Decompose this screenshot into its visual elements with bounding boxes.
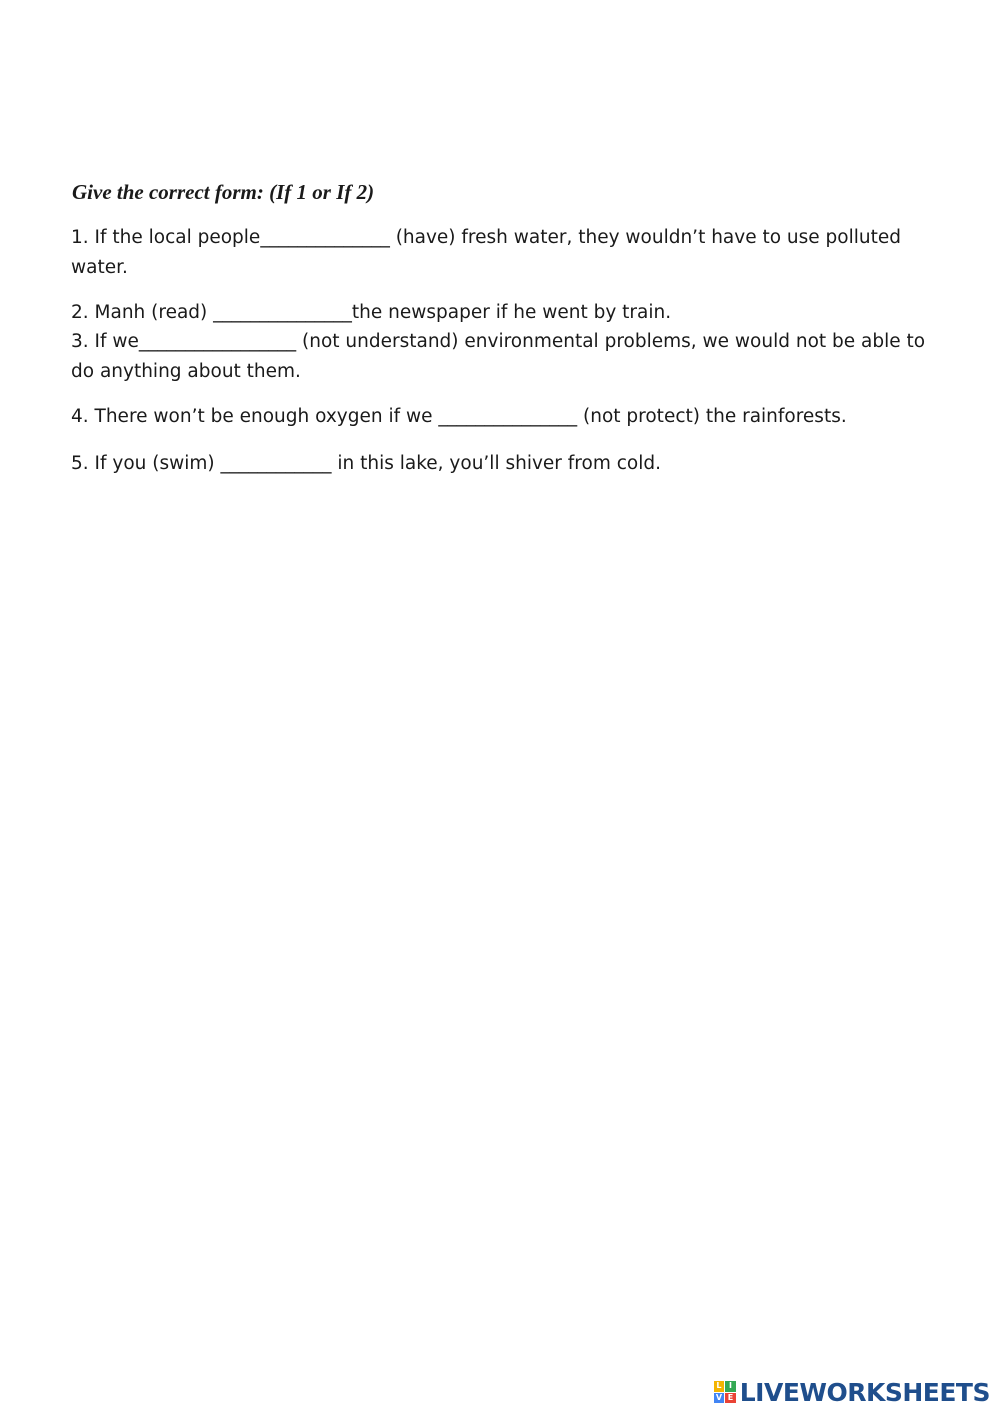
logo-mark-letter-l: L (714, 1381, 725, 1392)
liveworksheets-logo (714, 1377, 990, 1407)
question-4: 4. There won’t be enough oxygen if we _______________ (not protect) the rainforests. (71, 406, 847, 427)
logo-mark-letter-i: I (725, 1381, 736, 1392)
instruction-heading: Give the correct form: (If 1 or If 2) (72, 180, 375, 204)
logo-mark-letter-v: V (714, 1393, 725, 1404)
question-3: 3. If we_________________ (not understand) environmental problems, we would not be able to do anything about them. (71, 331, 931, 382)
liveworksheets-logo-icon (714, 1381, 736, 1403)
question-1: 1. If the local people______________ (have) fresh water, they wouldn’t have to use polluted water. (71, 227, 907, 278)
question-5: 5. If you (swim) ____________ in this lake, you’ll shiver from cold. (71, 453, 661, 474)
question-2: 2. Manh (read) _______________the newspaper if he went by train. (71, 302, 672, 323)
logo-mark-letter-e: E (725, 1393, 736, 1404)
logo-text: LIVEWORKSHEETS (739, 1377, 990, 1407)
